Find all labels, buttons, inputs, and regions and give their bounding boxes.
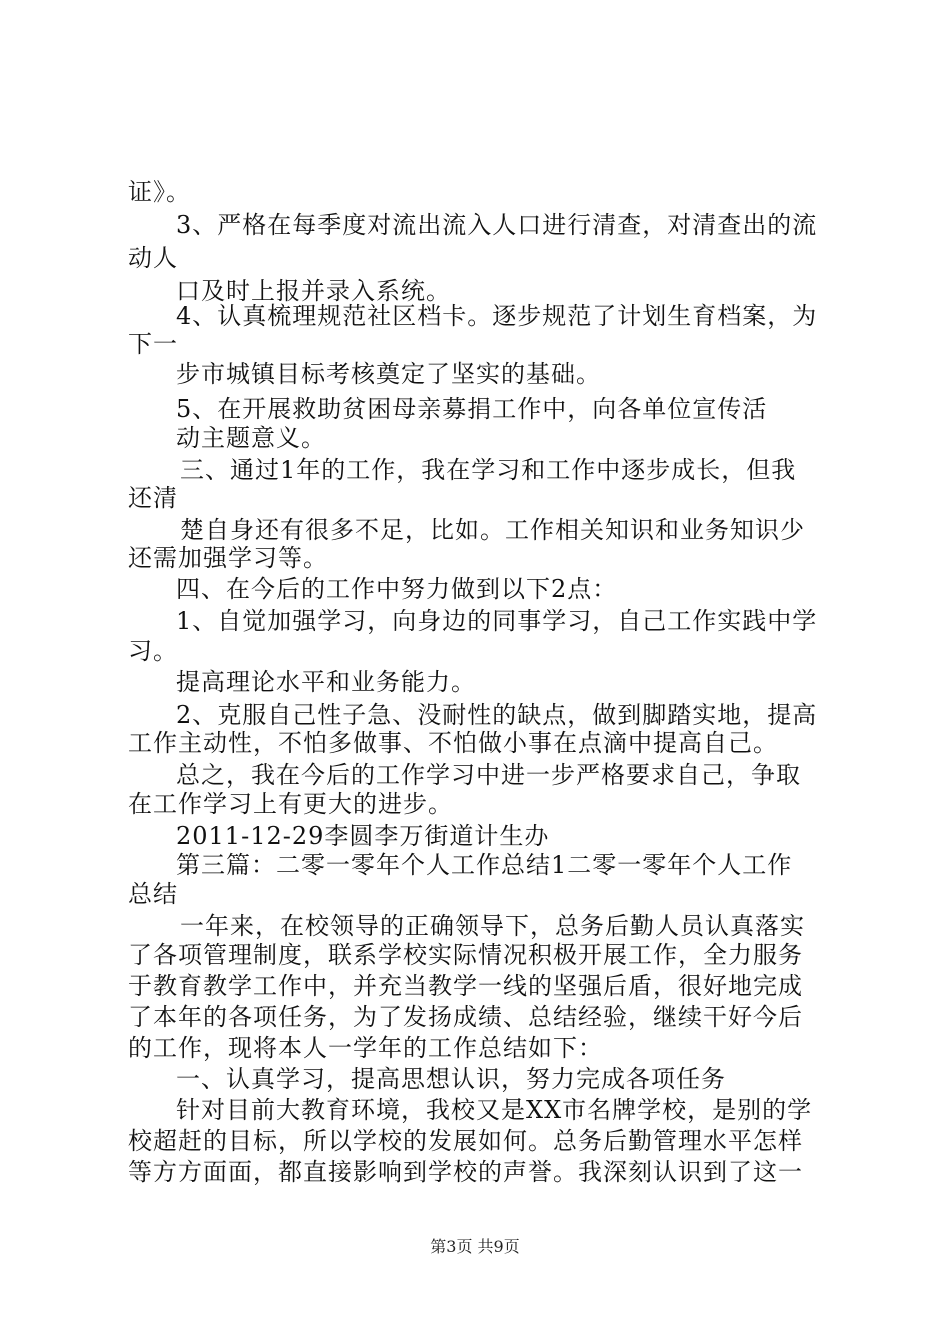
text-line: 还清 [128,484,178,512]
text-line: 4、认真梳理规范社区档卡。逐步规范了计划生育档案，为 [176,302,818,330]
text-line: 四、在今后的工作中努力做到以下2点： [176,575,618,603]
text-line: 针对目前大教育环境，我校又是XX市名牌学校，是别的学 [176,1096,813,1124]
text-line: 工作主动性，不怕多做事、不怕做小事在点滴中提高自己。 [128,729,778,757]
text-line: 3、严格在每季度对流出流入人口进行清查，对清查出的流 [176,211,818,239]
text-line: 证》。 [128,178,191,206]
text-line: 2011-12-29李圆李万街道计生办 [176,822,550,850]
text-line: 还需加强学习等。 [128,544,328,572]
text-line: 了各项管理制度，联系学校实际情况积极开展工作，全力服务 [128,941,803,969]
text-line: 一年来，在校领导的正确领导下，总务后勤人员认真落实 [180,912,805,940]
text-line: 1、自觉加强学习，向身边的同事学习，自己工作实践中学 [176,607,818,635]
text-line: 提高理论水平和业务能力。 [176,668,476,696]
text-line: 步市城镇目标考核奠定了坚实的基础。 [176,360,601,388]
text-line: 校超赶的目标，所以学校的发展如何。总务后勤管理水平怎样 [128,1127,803,1155]
text-line: 习。 [128,637,178,665]
text-line: 2、克服自己性子急、没耐性的缺点，做到脚踏实地，提高 [176,701,818,729]
text-line: 下一 [128,330,178,358]
page-footer: 第3页 共9页 [430,1237,520,1256]
text-line: 第三篇：二零一零年个人工作总结1二零一零年个人工作 [176,851,793,879]
text-line: 等方方面面，都直接影响到学校的声誉。我深刻认识到了这一 [128,1158,803,1186]
text-line: 一、认真学习，提高思想认识，努力完成各项任务 [176,1065,726,1093]
text-line: 了本年的各项任务，为了发扬成绩、总结经验，继续干好今后 [128,1003,803,1031]
text-line: 总结 [128,880,178,908]
text-line: 楚自身还有很多不足，比如。工作相关知识和业务知识少 [180,516,805,544]
text-line: 口及时上报并录入系统。 [176,277,451,305]
text-line: 总之，我在今后的工作学习中进一步严格要求自己，争取 [176,761,801,789]
text-line: 于教育教学工作中，并充当教学一线的坚强后盾，很好地完成 [128,972,803,1000]
text-line: 的工作，现将本人一学年的工作总结如下： [128,1034,603,1062]
text-line: 5、在开展救助贫困母亲募捐工作中，向各单位宣传活 [176,395,768,423]
text-line: 在工作学习上有更大的进步。 [128,790,453,818]
text-line: 三、通过1年的工作，我在学习和工作中逐步成长，但我 [180,456,797,484]
text-line: 动人 [128,244,178,272]
text-line: 动主题意义。 [176,424,326,452]
